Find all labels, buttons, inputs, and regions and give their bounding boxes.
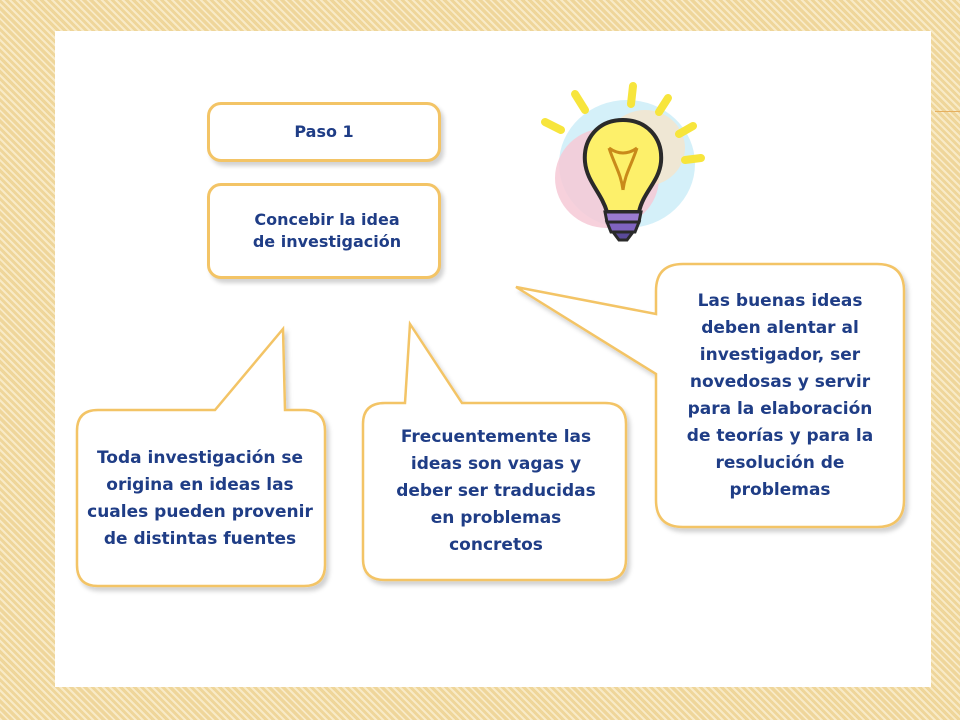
step-box [207, 102, 441, 162]
callout-middle [380, 410, 612, 572]
concept-label: Concebir la idea de investigación [252, 210, 402, 251]
callout-left [84, 418, 316, 580]
callout-right-text: Las buenas ideas deben alentar al investigador, ser novedosas y servir para la elaboración de teorías y para la resolución de problemas [686, 291, 874, 500]
callout-right [676, 272, 884, 520]
concept-box [207, 183, 441, 279]
lightbulb-icon [535, 78, 715, 243]
callout-middle-text: Frecuentemente las ideas son vagas y deber ser traducidas en problemas concretos [396, 426, 596, 555]
callout-left-text: Toda investigación se origina en ideas las cuales pueden provenir de distintas fuentes [87, 448, 313, 549]
step-label: Paso 1 [294, 122, 354, 141]
